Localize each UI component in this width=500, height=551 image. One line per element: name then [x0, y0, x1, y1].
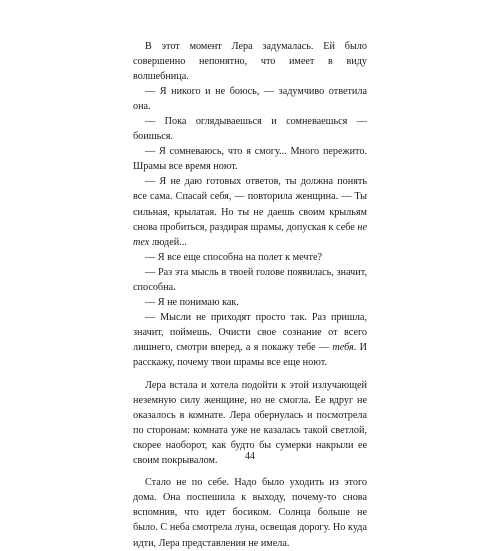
page-number: 44	[245, 451, 255, 462]
body-text	[133, 39, 367, 551]
paragraph	[133, 310, 367, 370]
paragraph: — Я все еще способна на полет к мечте?	[145, 251, 322, 263]
paragraph: — Пока оглядываешься и сомневаешься — боишься.	[133, 116, 367, 143]
paragraph-text: — Мысли не приходят просто так. Раз пришла, значит, поймешь. Очисти свое сознание от всего лишнего, смотри вперед, а я покажу тебе —	[133, 311, 367, 353]
paragraph: — Я не понимаю как.	[145, 296, 239, 308]
paragraph-text: людей...	[149, 236, 187, 248]
italic-emphasis: не тех	[133, 221, 367, 248]
paragraph: В этот момент Лера задумалась. Ей было совершенно непонятно, что имеет в виду волшебница.	[133, 41, 367, 83]
paragraph	[133, 174, 367, 249]
italic-emphasis: тебя	[332, 341, 354, 353]
paragraph-text: — Я не даю готовых ответов, ты должна понять все сама. Спасай себя, — повторила женщина. — Ты сильная, крылатая. Но ты не даешь своим крыльям снова пробиться, раздирая шрамы, допуская к себе	[133, 176, 367, 233]
paragraph: — Раз эта мысль в твоей голове появилась, значит, способна.	[133, 266, 367, 293]
paragraph: Лера встала и хотела подойти к этой излучающей неземную силу женщине, но не смогла. Ее вдруг не оказалось в комнате. Лера обернулась и посмотрела по сторонам: комната уже не казалась такой светлой, скорее наоборот, как будто бы сумерки накрыли ее своим покрывалом.	[133, 379, 367, 466]
paragraph: — Я никого и не боюсь, — задумчиво ответила она.	[133, 86, 367, 113]
paragraph: — Я сомневаюсь, что я смогу... Много пережито. Шрамы все время ноют.	[133, 146, 367, 173]
paragraph: Стало не по себе. Надо было уходить из этого дома. Она поспешила к выходу, почему-то снова вспомнив, что идет босиком. Солнца больше не было. С неба смотрела луна, освещая дорогу. Но куда идти, Лера представления не имела.	[133, 477, 367, 549]
paragraph-text: . И расскажу, почему твои шрамы все еще ноют.	[133, 341, 367, 368]
